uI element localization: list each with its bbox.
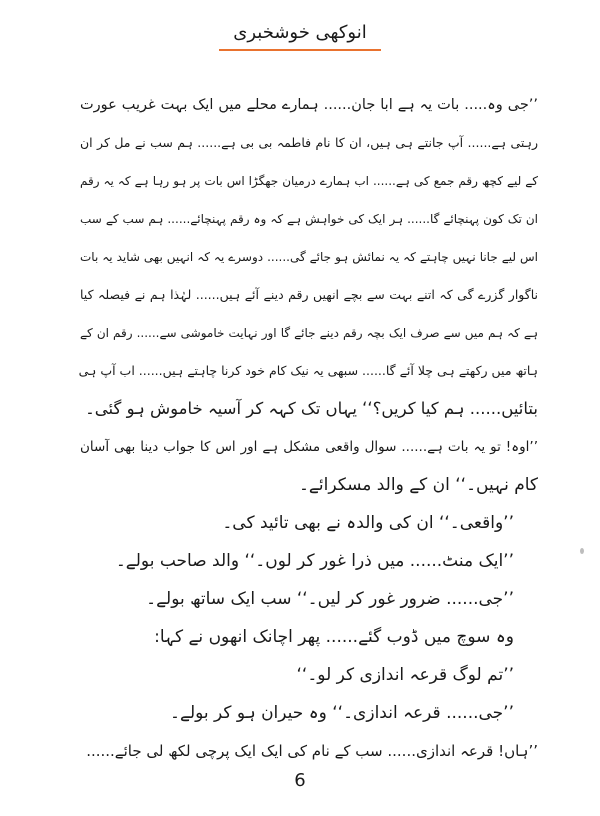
text-line: ہے کہ ہم میں سے صرف ایک بچہ رقم دینے جائے گا اور نہایت خاموشی سے...... رقم ان کے — [80, 326, 538, 340]
dialogue-line: ’’واقعی۔‘‘ ان کی والدہ نے بھی تائید کی۔ — [222, 513, 514, 533]
dialogue-line: ’’جی...... قرعہ اندازی۔‘‘ وہ حیران ہو کر بولے۔ — [170, 703, 514, 723]
running-header — [0, 22, 600, 51]
paper-speck — [580, 548, 584, 554]
text-line: رہتی ہے...... آپ جانتے ہی ہیں، ان کا نام فاطمہ بی بی ہے...... ہم سب نے مل کر ان — [80, 135, 538, 150]
text-line: ان تک کون پہنچائے گا...... ہر ایک کی خواہش ہے کہ وہ رقم پہنچائے...... ہم سب کے سب — [80, 212, 538, 226]
page-number: 6 — [294, 770, 306, 791]
text-line: کے لیے کچھ رقم جمع کی ہے...... اب ہمارے درمیان جھگڑا اس بات پر ہو رہا ہے کہ یہ رقم — [80, 174, 538, 188]
text-line: بتائیں...... ہم کیا کریں؟‘‘ یہاں تک کہہ کر آسیہ خاموش ہو گئی۔ — [85, 399, 538, 418]
body-text — [80, 86, 538, 770]
dialogue-line: ’’ایک منٹ...... میں ذرا غور کر لوں۔‘‘ والد صاحب بولے۔ — [115, 551, 514, 571]
text-line: ’’جی وہ..... بات یہ ہے ابا جان...... ہمارے محلے میں ایک بہت غریب عورت — [80, 97, 538, 113]
text-line: ہاتھ میں رکھتے ہی چلا آئے گا...... سبھی یہ نیک کام خود کرنا چاہتے ہیں...... اب آپ ہی — [78, 363, 538, 378]
text-line: اس لیے جانا نہیں چاہتے کہ یہ نمائش ہو جائے گی...... دوسرے یہ کہ انہیں بھی شاید یہ بات — [80, 250, 538, 264]
dialogue-line: وہ سوچ میں ڈوب گئے...... پھر اچانک انھوں نے کہا: — [154, 627, 514, 647]
text-line: ’’اوہ! تو یہ بات ہے...... سوال واقعی مشکل ہے اور اس کا جواب دینا بھی آسان — [80, 439, 538, 455]
dialogue-line: ’’ہاں! قرعہ اندازی...... سب کے نام کی ایک ایک پرچی لکھ لی جائے...... — [86, 742, 538, 760]
dialogue-line: ’’جی...... ضرور غور کر لیں۔‘‘ سب ایک ساتھ بولے۔ — [146, 589, 514, 609]
text-line: کام نہیں۔‘‘ ان کے والد مسکرائے۔ — [298, 475, 538, 495]
dialogue-line: ’’تم لوگ قرعہ اندازی کر لو۔‘‘ — [296, 665, 514, 685]
text-line: ناگوار گزرے گی کہ اتنے بہت سے بچے انھیں رقم دینے آئے ہیں...... لہٰذا ہم نے فیصلہ کیا — [80, 287, 538, 302]
chapter-title: انوکھی خوشخبری — [219, 22, 380, 51]
